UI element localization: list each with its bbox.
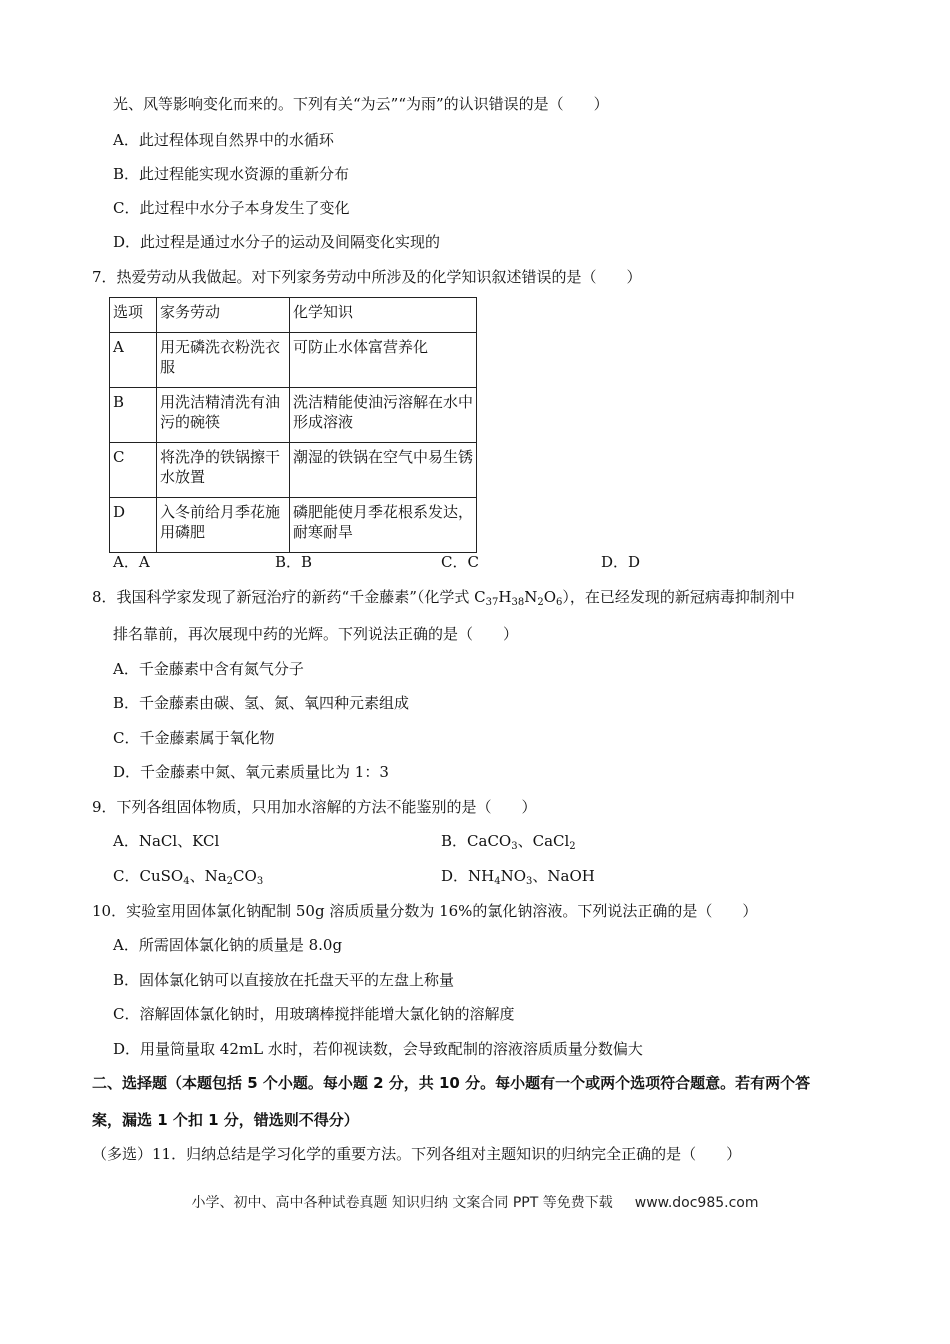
q9-option-b-text: 、CaCl: [517, 832, 570, 850]
q10-option-c: C．溶解固体氯化钠时，用玻璃棒搅拌能增大氯化钠的溶解度: [113, 1005, 515, 1023]
q6-option-a: A．此过程体现自然界中的水循环: [113, 131, 334, 149]
q10-option-b: B．固体氯化钠可以直接放在托盘天平的左盘上称量: [113, 971, 455, 989]
formula-element: N: [524, 588, 538, 606]
q8-option-b: B．千金藤素由碳、氢、氮、氧四种元素组成: [113, 694, 410, 712]
section-2-heading: 二、选择题（本题包括 5 个小题。每小题 2 分，共 10 分。每小题有一个或两个选项符合题意。若有两个答: [92, 1074, 811, 1092]
page-footer: [0, 1192, 950, 1212]
table-row: [110, 388, 477, 443]
formula-subscript: 6: [556, 597, 563, 608]
footer-text: 小学、初中、高中各种试卷真题 知识归纳 文案合同 PPT 等免费下载: [191, 1195, 613, 1211]
q8-stem-pre: 8．我国科学家发现了新冠治疗的新药“千金藤素”（化学式 C: [92, 588, 486, 606]
q10-option-d: D．用量筒量取 42mL 水时，若仰视读数，会导致配制的溶液溶质质量分数偏大: [113, 1040, 643, 1058]
q10-option-a: A．所需固体氯化钠的质量是 8.0g: [113, 936, 343, 954]
q9-option-d-text: 、NaOH: [532, 867, 595, 885]
table-cell: 将洗净的铁锅擦干水放置: [157, 443, 290, 498]
q9-option-d-text: D．NH: [441, 867, 495, 885]
q6-stem: 光、风等影响变化而来的。下列有关“为云”“为雨”的认识错误的是（ ）: [113, 95, 609, 113]
q11-stem: （多选）11．归纳总结是学习化学的重要方法。下列各组对主题知识的归纳完全正确的是（ ）: [92, 1145, 742, 1163]
q7-option-d: D．D: [601, 553, 641, 571]
table-cell: 用洗洁精清洗有油污的碗筷: [157, 388, 290, 443]
q9-option-c-text: C．CuSO: [113, 867, 184, 885]
formula-subscript: 3: [511, 841, 518, 852]
formula-element: H: [498, 588, 512, 606]
q9-option-d-text: NO: [500, 867, 527, 885]
section-2-heading-line2: 案，漏选 1 个扣 1 分，错选则不得分）: [92, 1111, 359, 1129]
table-row: [110, 443, 477, 498]
q9-option-b-text: B．CaCO: [441, 832, 512, 850]
q6-option-c: C．此过程中水分子本身发生了变化: [113, 199, 350, 217]
q8-option-d: D．千金藤素中氮、氧元素质量比为 1：3: [113, 763, 389, 781]
table-row: [110, 498, 477, 553]
q9-option-c-text: CO: [233, 867, 257, 885]
q8-stem: [92, 587, 795, 607]
q9-stem: 9．下列各组固体物质，只用加水溶解的方法不能鉴别的是（ ）: [92, 798, 537, 816]
q6-option-b: B．此过程能实现水资源的重新分布: [113, 165, 350, 183]
q7-option-c: C．C: [441, 553, 479, 571]
q9-option-a: A．NaCl、KCl: [113, 832, 220, 850]
table-cell: A: [110, 333, 157, 388]
q7-table: [109, 297, 477, 553]
formula-subscript: 4: [494, 876, 501, 887]
table-cell: C: [110, 443, 157, 498]
footer-site-link[interactable]: www.doc985.com: [634, 1195, 759, 1211]
formula-subscript: 2: [226, 876, 234, 887]
q9-option-c-text: 、Na: [189, 867, 227, 885]
table-cell: 潮湿的铁锅在空气中易生锈: [290, 443, 477, 498]
q10-stem: 10．实验室用固体氯化钠配制 50g 溶质质量分数为 16%的氯化钠溶液。下列说法正确的是（ ）: [92, 902, 758, 920]
formula-subscript: 2: [569, 841, 576, 852]
table-cell: 洗洁精能使油污溶解在水中形成溶液: [290, 388, 477, 443]
formula-subscript: 38: [511, 597, 525, 608]
formula-subscript: 37: [485, 597, 499, 608]
table-header-cell: 选项: [110, 298, 157, 333]
table-header-row: [110, 298, 477, 333]
formula-subscript: 3: [526, 876, 533, 887]
q8-stem-post: ），在已经发现的新冠病毒抑制剂中: [562, 588, 795, 606]
table-cell: 可防止水体富营养化: [290, 333, 477, 388]
q7-stem: 7．热爱劳动从我做起。对下列家务劳动中所涉及的化学知识叙述错误的是（ ）: [92, 268, 642, 286]
table-cell: B: [110, 388, 157, 443]
table-row: [110, 333, 477, 388]
table-cell: D: [110, 498, 157, 553]
q6-option-d: D．此过程是通过水分子的运动及间隔变化实现的: [113, 233, 441, 251]
q8-stem-line2: 排名靠前，再次展现中药的光辉。下列说法正确的是（ ）: [113, 625, 519, 643]
formula-element: O: [543, 588, 557, 606]
formula-subscript: 4: [183, 876, 190, 887]
q7-option-a: A．A: [113, 553, 150, 571]
formula-subscript: 2: [537, 597, 544, 608]
table-header-cell: 化学知识: [290, 298, 477, 333]
q8-option-a: A．千金藤素中含有氮气分子: [113, 660, 304, 678]
q8-option-c: C．千金藤素属于氧化物: [113, 729, 275, 747]
table-header-cell: 家务劳动: [157, 298, 290, 333]
q9-option-c: [113, 866, 263, 886]
table-cell: 磷肥能使月季花根系发达，耐寒耐旱: [290, 498, 477, 553]
table-cell: 用无磷洗衣粉洗衣服: [157, 333, 290, 388]
formula-subscript: 3: [256, 876, 264, 887]
q9-option-b: [441, 831, 576, 851]
q9-option-d: [441, 866, 595, 886]
table-cell: 入冬前给月季花施用磷肥: [157, 498, 290, 553]
q7-option-b: B．B: [275, 553, 313, 571]
